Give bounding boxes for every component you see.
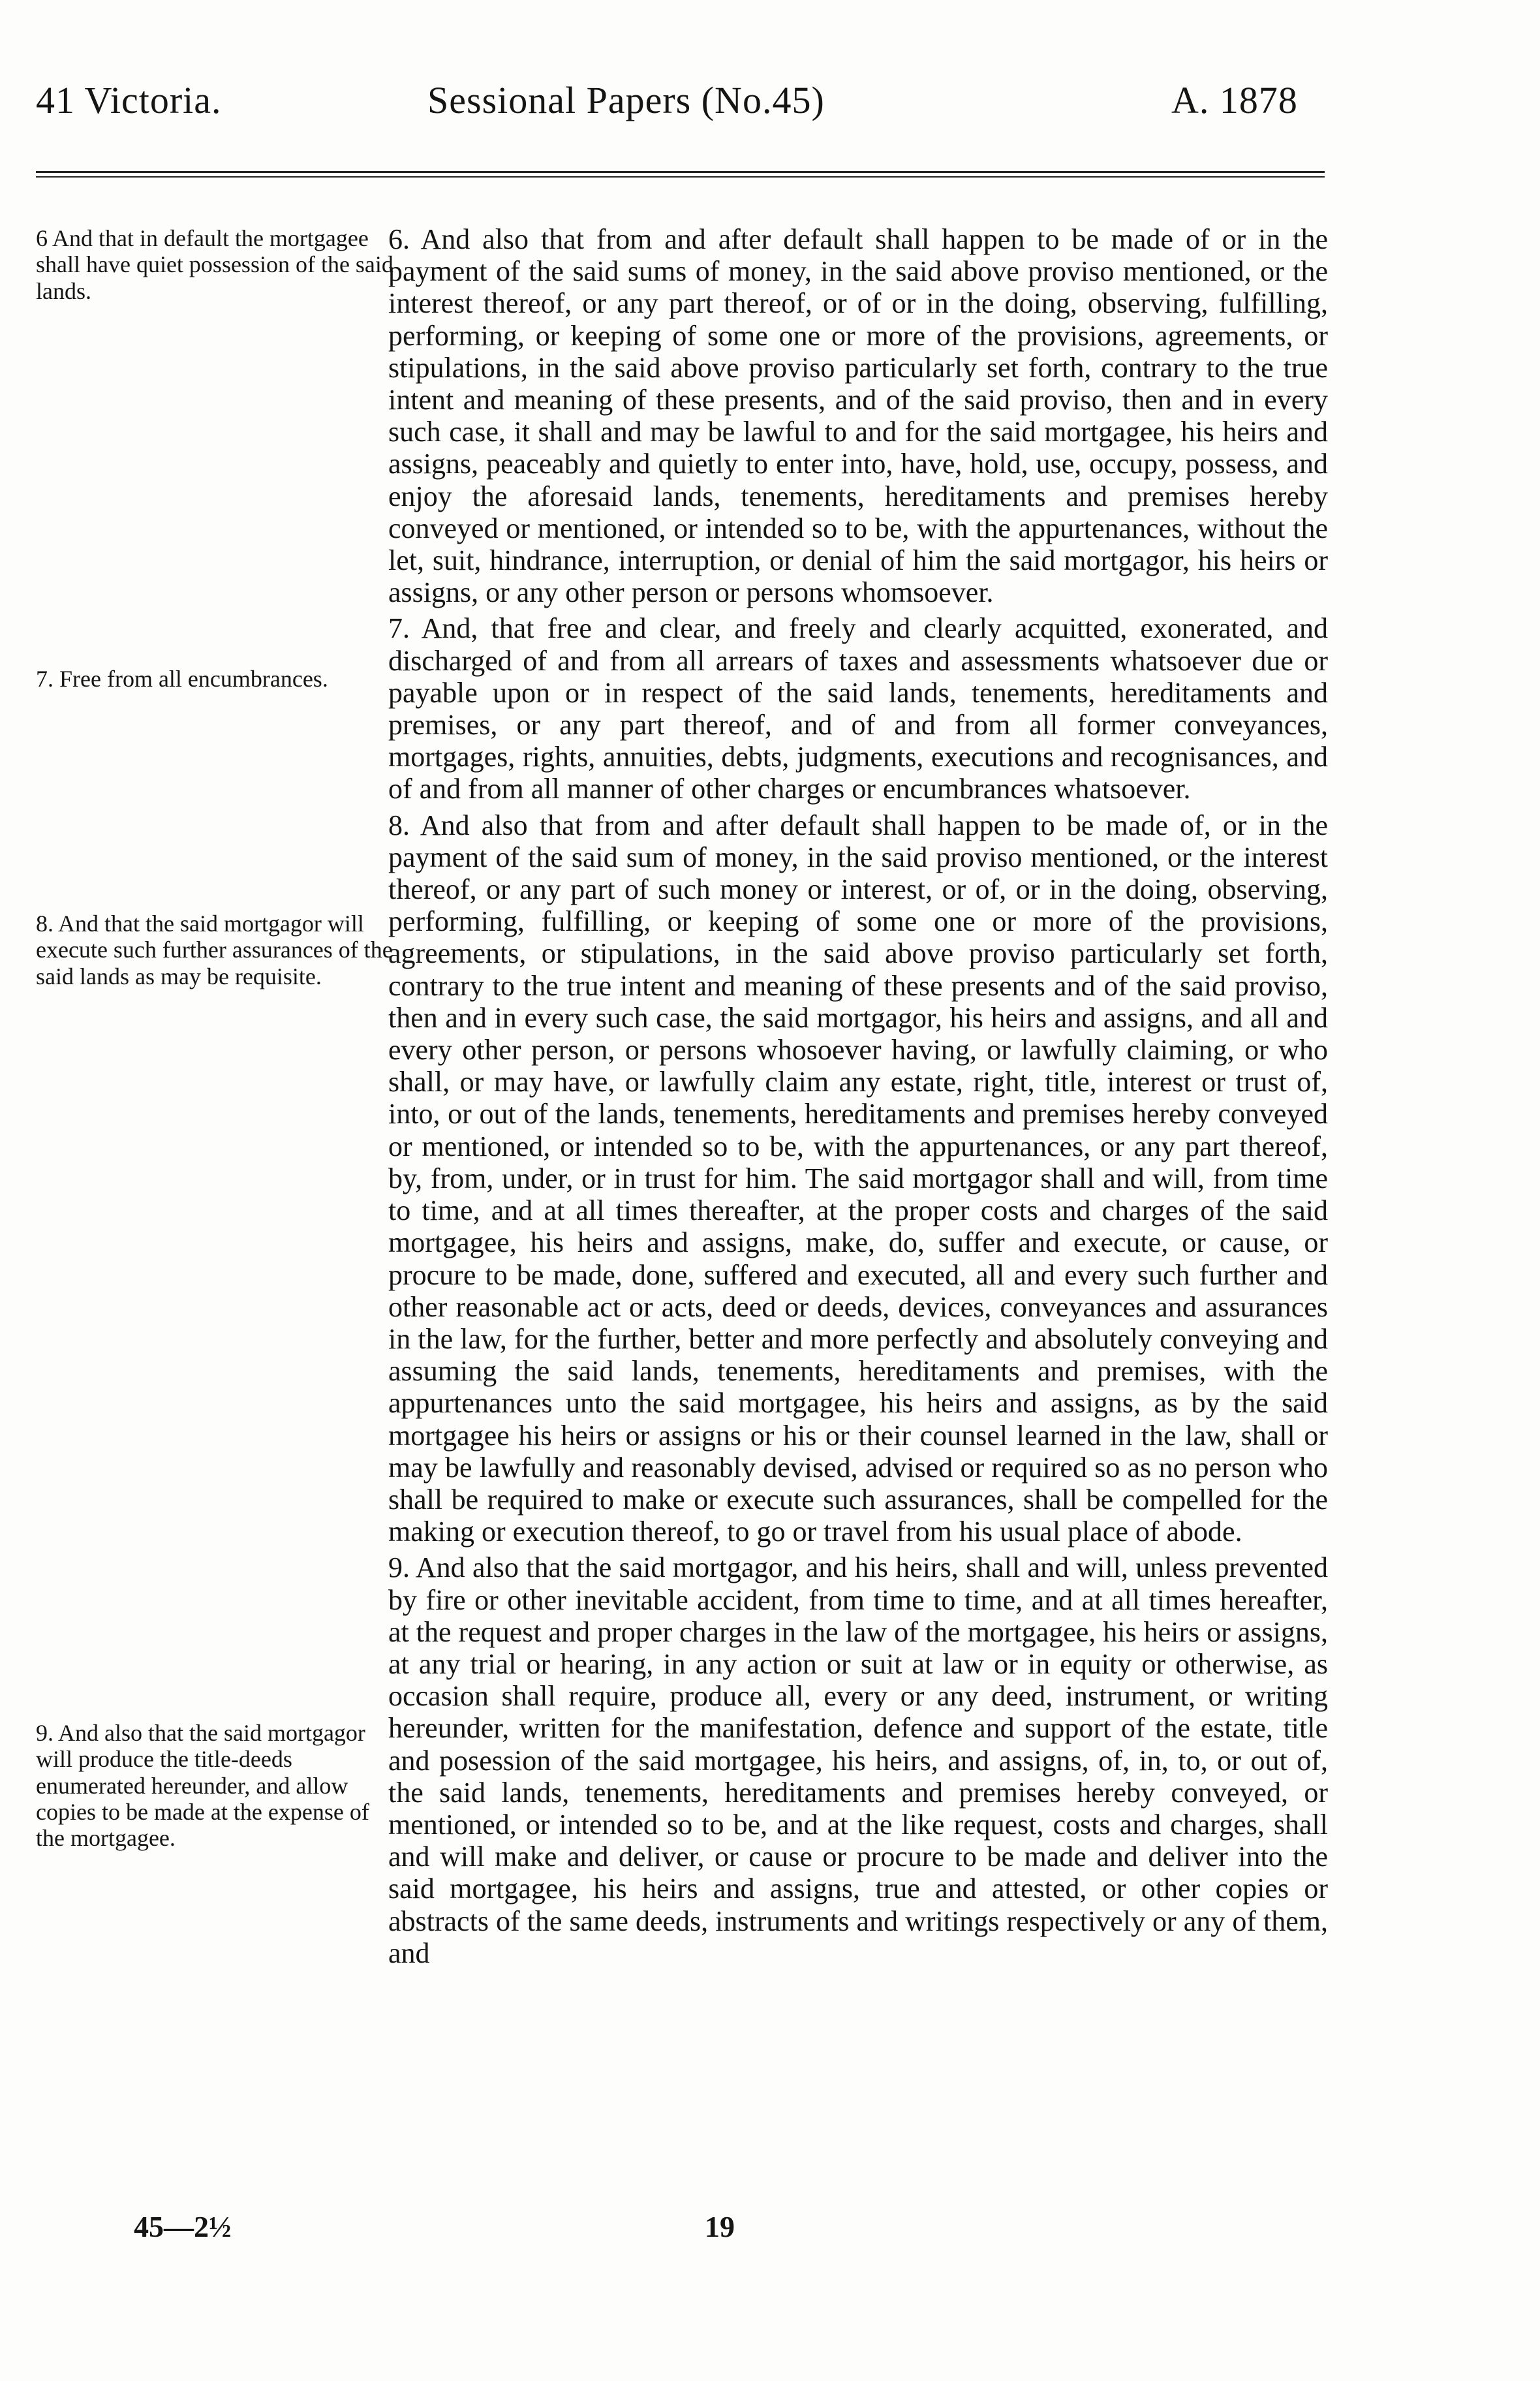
paragraph-6: 6. And also that from and after default shall happen to be made of or in the payment of the said sums of money, in the said above proviso mentioned, or the interest thereof, or any part thereof, or of or in the doing, observing, fulfilling, performing, or keeping of some one or more of the provisions, agreements, or stipulations, in the said above proviso particularly set forth, contrary to the true intent and meaning of these presents, and of the said proviso, then and in every such case, it shall and may be lawful to and for the said mortgagee, his heirs and assigns, peaceably and quietly to enter into, have, hold, use, occupy, possess, and enjoy the aforesaid lands, tenements, hereditaments and premises hereby conveyed or mentioned, or intended so to be, with the appurtenances, without the let, suit, hindrance, interruption, or denial of him the said mortgagor, his heirs or assigns, or any other person or persons whomsoever.: [388, 223, 1328, 609]
margin-note-9: 9. And also that the said mortgagor will produce the title-deeds enumerated hereunder, and allow copies to be made at the expense of the mortgagee.: [36, 1720, 369, 1852]
header-year: A. 1878: [1171, 79, 1298, 121]
header-volume: 41 Victoria.: [36, 79, 222, 121]
margin-note-7: 7. Free from all encumbrances.: [36, 666, 328, 692]
paragraph-8: 8. And also that from and after default shall happen to be made of, or in the payment of the said sum of money, in the said proviso mentioned, or the interest thereof, or any part of such money or interest, or of, or in the doing, observing, performing, fulfilling, or keeping of some one or more of the provisions, agreements, or stipulations, in the said above proviso particularly set forth, contrary to the true intent and meaning of these presents and of the said proviso, then and in every such case, the said mortgagor, his heirs and assigns, and all and every other person, or persons whosoever having, or lawfully claiming, or who shall, or may have, or lawfully claim any estate, right, title, interest or trust of, into, or out of the lands, tenements, hereditaments and premises hereby conveyed or mentioned, or intended so to be, with the appurtenances, or any part thereof, by, from, under, or in trust for him. The said mortgagor shall and will, from time to time, and at all times thereafter, at the proper costs and charges of the said mortgagee, his heirs and assigns, make, do, suffer and execute, or cause, or procure to be made, done, suffered and executed, all and every such further and other reasonable act or acts, deed or deeds, devices, conveyances and assurances in the law, for the further, better and more perfectly and absolutely conveying and assuming the said lands, tenements, hereditaments and premises, with the appurtenances unto the said mortgagee, his heirs and assigns, as by the said mortgagee his heirs or assigns or his or their counsel learned in the law, shall or may be lawfully and reasonably devised, advised or required so as no person who shall be required to make or execute such assurances, shall be compelled for the making or execution thereof, to go or travel from his usual place of abode.: [388, 809, 1328, 1548]
header-rule-secondary: [36, 176, 1325, 178]
page-number: 19: [705, 2210, 735, 2243]
footer-signature: 45—2½: [134, 2210, 232, 2243]
body-text: [388, 223, 1328, 1973]
header-rule: [36, 171, 1325, 173]
header-series-title: Sessional Papers (No.45): [427, 79, 825, 121]
margin-note-6: 6 And that in default the mortgagee shall have quiet possession of the said lands.: [36, 225, 393, 304]
margin-note-8: 8. And that the said mortgagor will execute such further assurances of the said lands as may be requisite.: [36, 910, 393, 989]
paragraph-7: 7. And, that free and clear, and freely and clearly acquitted, exonerated, and discharged of and from all arrears of taxes and assessments whatsoever due or payable upon or in respect of the said lands, tenements, hereditaments and premises, or any part thereof, and of and from all former conveyances, mortgages, rights, annuities, debts, judgments, executions and recognisances, and of and from all manner of other charges or encumbrances whatsoever.: [388, 612, 1328, 805]
paragraph-9: 9. And also that the said mortgagor, and his heirs, shall and will, unless prevented by fire or other inevitable accident, from time to time, and at all times hereafter, at the request and proper charges in the law of the mortgagee, his heirs or assigns, at any trial or hearing, in any action or suit at law or in equity or otherwise, as occasion shall require, produce all, every or any deed, instrument, or writing hereunder, written for the manifestation, defence and support of the estate, title and posession of the said mortgagee, his heirs, and assigns, of, in, to, or out of, the said lands, tenements, hereditaments and premises hereby conveyed, or mentioned, or intended so to be, and at the like request, costs and charges, shall and will make and deliver, or cause or procure to be made and deliver into the said mortgagee, his heirs and assigns, true and attested, or other copies or abstracts of the same deeds, instruments and writings respectively or any of them, and: [388, 1551, 1328, 1969]
